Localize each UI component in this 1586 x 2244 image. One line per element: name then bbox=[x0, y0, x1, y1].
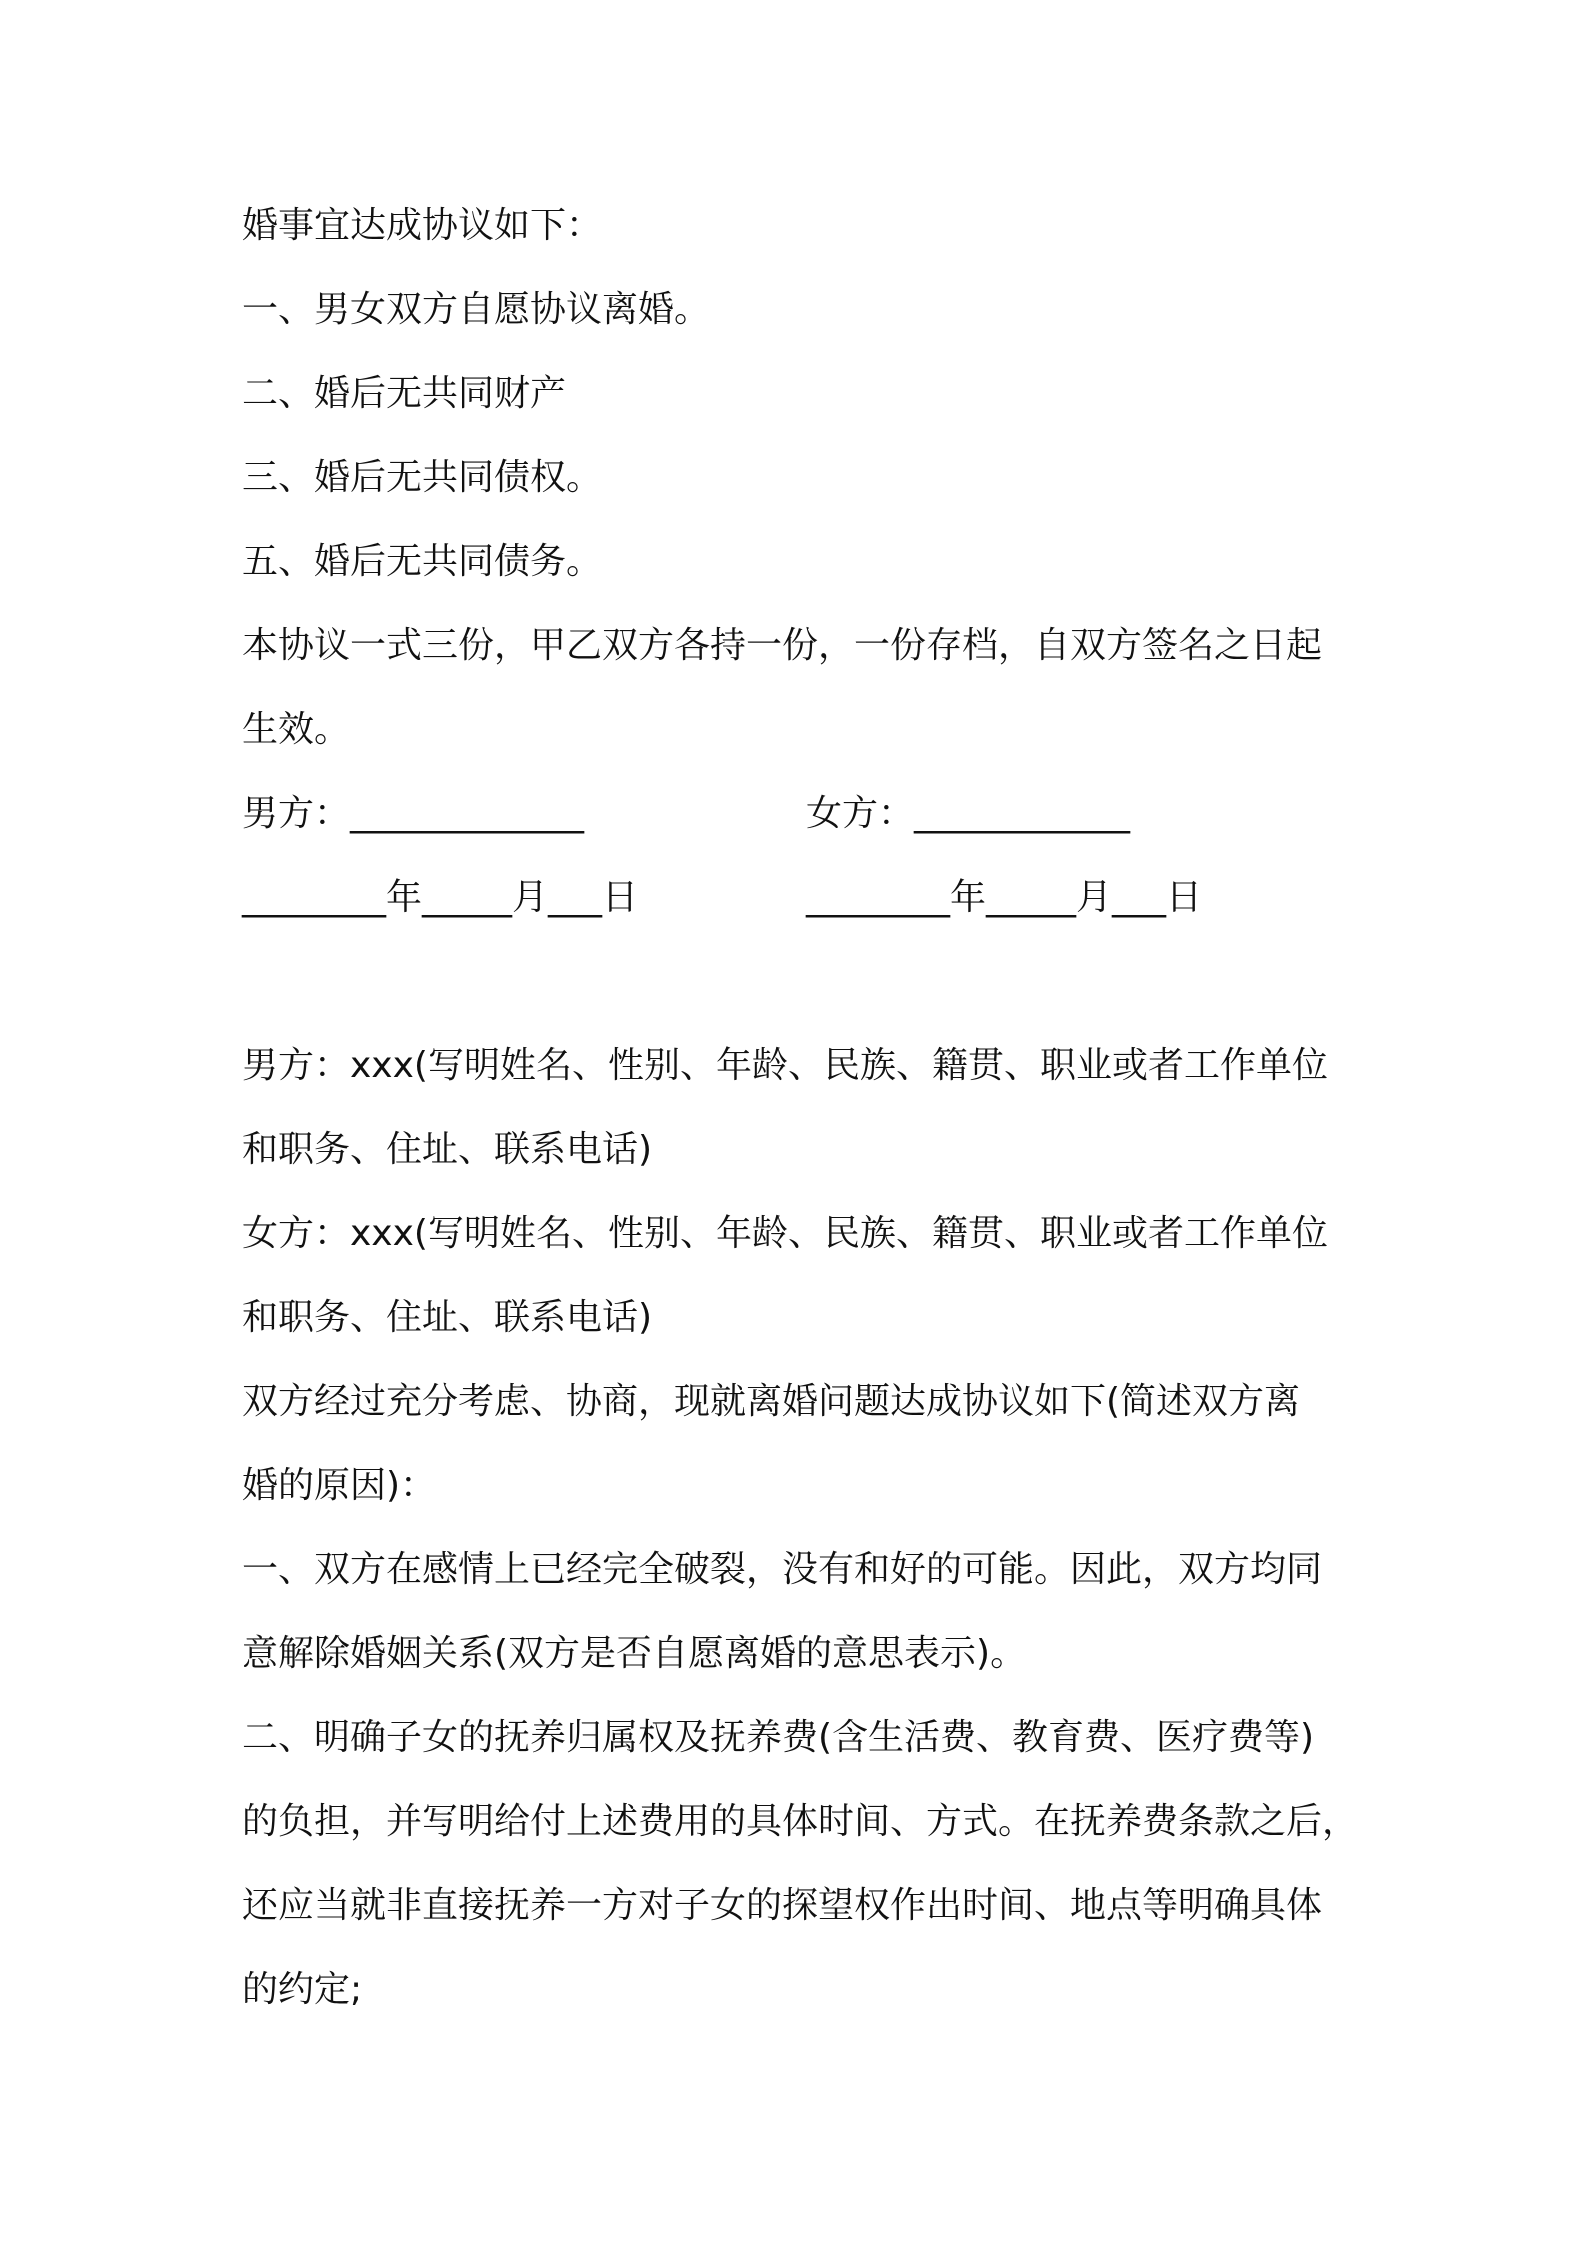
agreement-preamble-line-2: 婚的原因)： bbox=[242, 1465, 437, 1506]
female-party-info-line-2: 和职务、住址、联系电话) bbox=[242, 1297, 653, 1338]
male-signature-label: 男方： bbox=[242, 793, 351, 834]
clause-child-custody-line-2: 的负担，并写明给付上述费用的具体时间、方式。在抚养费条款之后， bbox=[242, 1801, 1359, 1842]
male-signature-blank: _____________ bbox=[350, 793, 585, 834]
female-signature bbox=[806, 790, 1130, 838]
male-signature-date: ________年_____月___日 bbox=[242, 877, 638, 918]
male-party-info-line-2: 和职务、住址、联系电话) bbox=[242, 1129, 653, 1170]
female-signature-label: 女方： bbox=[806, 793, 915, 834]
clause-no-common-claims: 三、婚后无共同债权。 bbox=[242, 457, 603, 498]
female-party-info-line-1: 女方：xxx(写明姓名、性别、年龄、民族、籍贯、职业或者工作单位 bbox=[242, 1213, 1328, 1254]
clause-child-custody-line-4: 的约定; bbox=[242, 1969, 363, 2010]
clause-no-common-property: 二、婚后无共同财产 bbox=[242, 373, 567, 414]
clause-relationship-broken-line-1: 一、双方在感情上已经完全破裂，没有和好的可能。因此，双方均同 bbox=[242, 1549, 1323, 1590]
clause-voluntary-divorce: 一、男女双方自愿协议离婚。 bbox=[242, 289, 711, 330]
female-signature-blank: ____________ bbox=[914, 793, 1131, 834]
clause-no-common-debts: 五、婚后无共同债务。 bbox=[242, 541, 603, 582]
clause-relationship-broken-line-2: 意解除婚姻关系(双方是否自愿离婚的意思表示)。 bbox=[242, 1633, 1027, 1674]
clause-child-custody-line-3: 还应当就非直接抚养一方对子女的探望权作出时间、地点等明确具体 bbox=[242, 1885, 1323, 1926]
clause-child-custody-line-1: 二、明确子女的抚养归属权及抚养费(含生活费、教育费、医疗费等) bbox=[242, 1717, 1315, 1758]
agreement-intro: 婚事宜达成协议如下： bbox=[242, 205, 603, 246]
copies-statement-line-1: 本协议一式三份，甲乙双方各持一份，一份存档，自双方签名之日起 bbox=[242, 625, 1323, 666]
male-signature bbox=[242, 790, 584, 838]
male-party-info-line-1: 男方：xxx(写明姓名、性别、年龄、民族、籍贯、职业或者工作单位 bbox=[242, 1045, 1328, 1086]
copies-statement-line-2: 生效。 bbox=[242, 709, 351, 750]
female-signature-date: ________年_____月___日 bbox=[806, 877, 1202, 918]
agreement-preamble-line-1: 双方经过充分考虑、协商，现就离婚问题达成协议如下(简述双方离 bbox=[242, 1381, 1301, 1422]
